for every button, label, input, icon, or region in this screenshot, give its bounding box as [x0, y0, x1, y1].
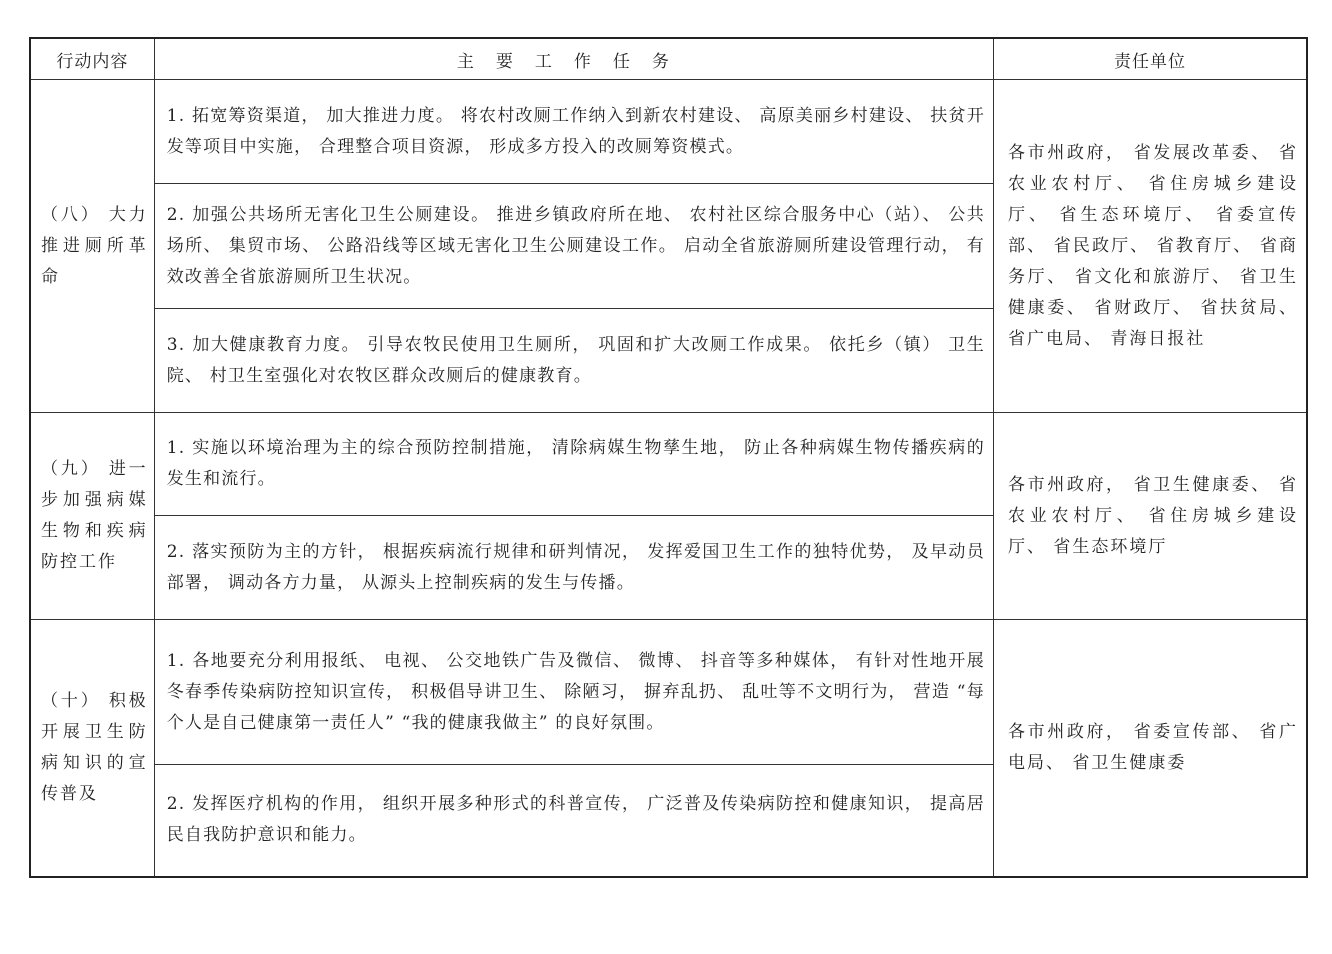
task-cell: 1. 拓宽筹资渠道， 加大推进力度。 将农村改厕工作纳入到新农村建设、 高原美丽乡村建设、 扶贫开发等项目中实施， 合理整合项目资源， 形成多方投入的改厕筹资模式。: [154, 80, 993, 184]
task-cell: 1. 实施以环境治理为主的综合预防控制措施， 清除病媒生物孳生地， 防止各种病媒生物传播疾病的发生和流行。: [154, 413, 993, 516]
task-cell: 1. 各地要充分利用报纸、 电视、 公交地铁广告及微信、 微博、 抖音等多种媒体， 有针对性地开展冬春季传染病防控知识宣传， 积极倡导讲卫生、 除陋习， 摒弃乱扔、 乱吐等不文明行为， 营造 “每个人是自己健康第一责任人” “我的健康我做主” 的良好氛围。: [154, 620, 993, 765]
task-cell: 2. 发挥医疗机构的作用， 组织开展多种形式的科普宣传， 广泛普及传染病防控和健康知识， 提高居民自我防护意识和能力。: [154, 765, 993, 877]
table-row: [30, 413, 1307, 516]
unit-cell: 各市州政府， 省卫生健康委、 省农业农村厅、 省住房城乡建设厅、 省生态环境厅: [994, 413, 1308, 620]
task-cell: 3. 加大健康教育力度。 引导农牧民使用卫生厕所， 巩固和扩大改厕工作成果。 依托乡（镇） 卫生院、 村卫生室强化对农牧区群众改厕后的健康教育。: [154, 309, 993, 413]
action-cell: （十） 积极开展卫生防病知识的宣传普及: [30, 620, 154, 877]
table-row: [30, 80, 1307, 184]
task-cell: 2. 落实预防为主的方针， 根据疾病流行规律和研判情况， 发挥爱国卫生工作的独特优势， 及早动员部署， 调动各方力量， 从源头上控制疾病的发生与传播。: [154, 516, 993, 620]
header-task: 主要工作任务: [154, 38, 993, 80]
unit-cell: 各市州政府， 省委宣传部、 省广电局、 省卫生健康委: [994, 620, 1308, 877]
task-table: [29, 37, 1308, 878]
table-header-row: [30, 38, 1307, 80]
task-cell: 2. 加强公共场所无害化卫生公厕建设。 推进乡镇政府所在地、 农村社区综合服务中心（站）、 公共场所、 集贸市场、 公路沿线等区域无害化卫生公厕建设工作。 启动全省旅游厕所建设管理行动， 有效改善全省旅游厕所卫生状况。: [154, 184, 993, 309]
header-unit: 责任单位: [994, 38, 1308, 80]
header-action: 行动内容: [30, 38, 154, 80]
action-cell: （九） 进一步加强病媒生物和疾病防控工作: [30, 413, 154, 620]
action-cell: （八） 大力推进厕所革命: [30, 80, 154, 413]
table-row: [30, 620, 1307, 765]
unit-cell: 各市州政府， 省发展改革委、 省农业农村厅、 省住房城乡建设厅、 省生态环境厅、 省委宣传部、 省民政厅、 省教育厅、 省商务厅、 省文化和旅游厅、 省卫生健康委、 省财政厅、 省扶贫局、 省广电局、 青海日报社: [994, 80, 1308, 413]
